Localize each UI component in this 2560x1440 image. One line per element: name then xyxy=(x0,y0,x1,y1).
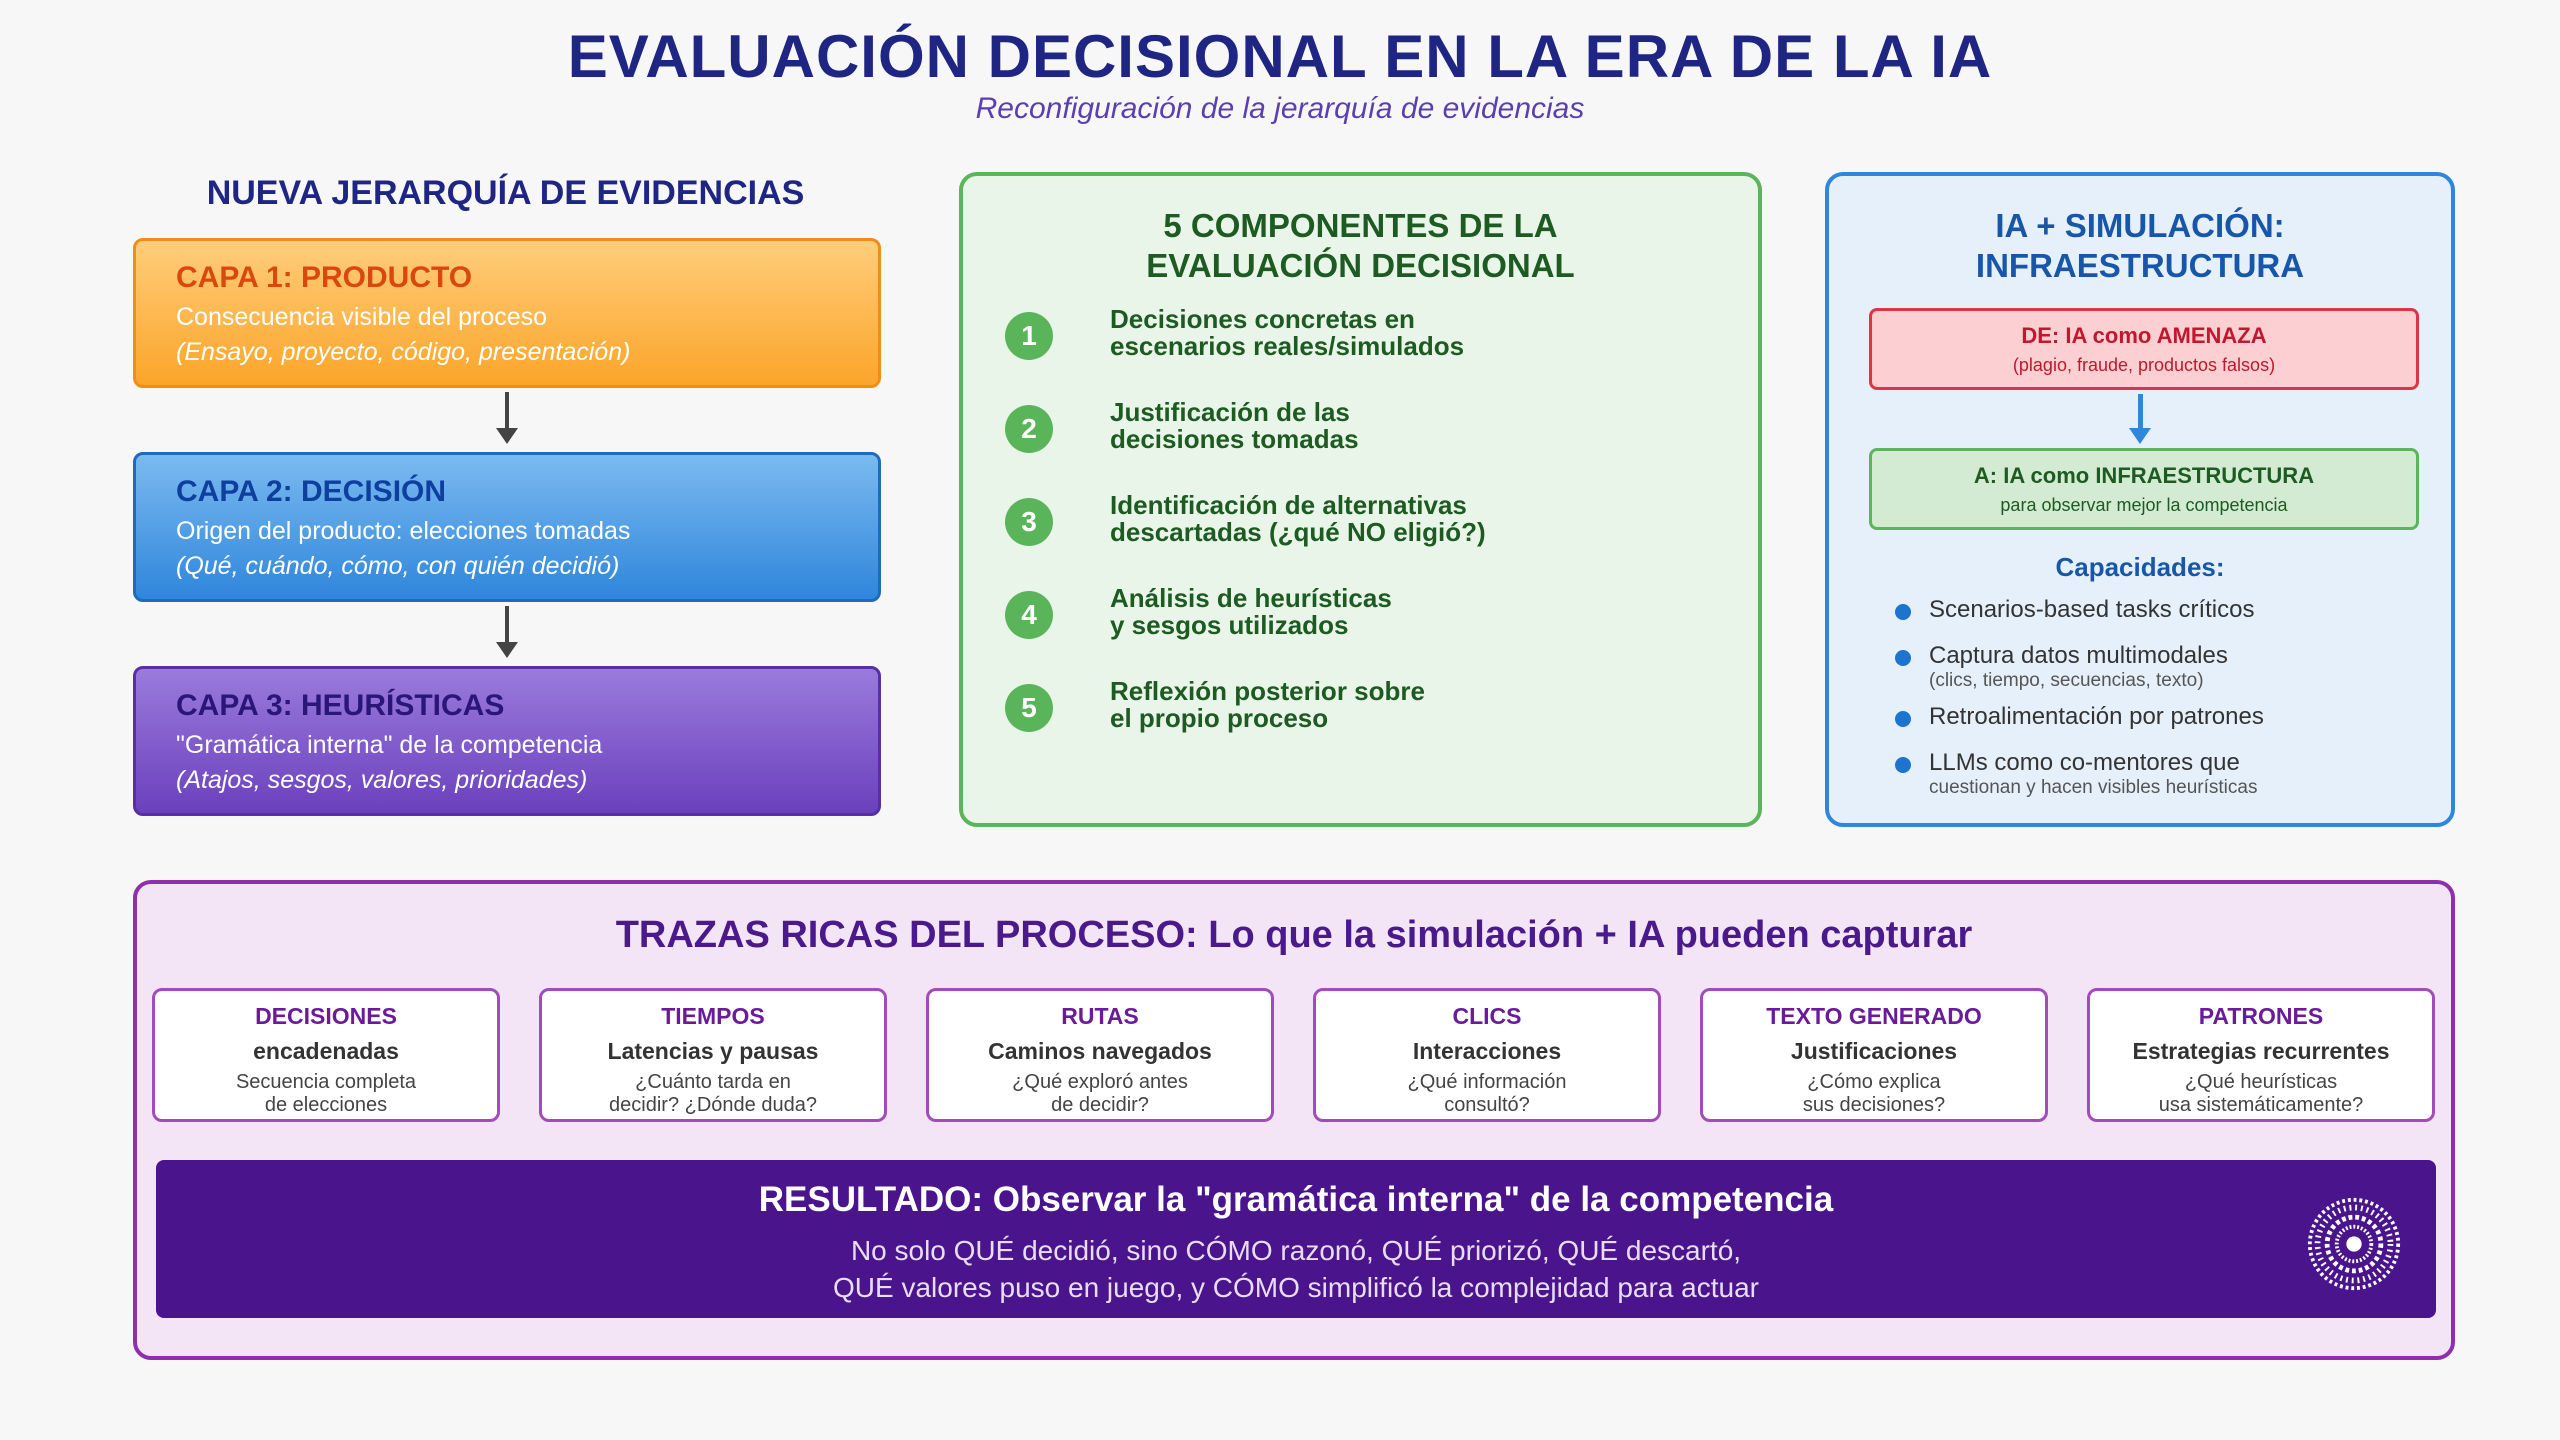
components-panel xyxy=(959,172,1762,827)
trace-card-decisiones xyxy=(152,988,500,1122)
component-line: decisiones tomadas xyxy=(1110,424,1359,454)
number-badge: 1 xyxy=(1005,312,1053,360)
trace-subtitle: Latencias y pausas xyxy=(607,1038,819,1064)
arrow-down-icon xyxy=(2138,394,2143,428)
trace-description-line: de elecciones xyxy=(264,1094,388,1116)
seal-logo-icon xyxy=(2306,1196,2402,1292)
number-badge: 4 xyxy=(1005,591,1053,639)
arrow-down-icon xyxy=(505,392,509,440)
components-title xyxy=(963,206,1758,286)
layer-heuristicas xyxy=(133,666,881,816)
component-line: descartadas (¿qué NO eligió?) xyxy=(1110,517,1486,547)
bullet-icon xyxy=(1895,604,1911,620)
layer-title: CAPA 2: DECISIÓN xyxy=(176,475,447,508)
trace-description xyxy=(155,1071,497,1117)
page-subtitle: Reconfiguración de la jerarquía de evidencias xyxy=(975,92,1585,125)
layer-examples: (Ensayo, proyecto, código, presentación) xyxy=(176,338,631,366)
threat-box xyxy=(1869,308,2419,390)
component-line: y sesgos utilizados xyxy=(1110,610,1349,640)
infrastructure-title-line: IA + SIMULACIÓN: xyxy=(1995,207,2285,244)
traces-title: TRAZAS RICAS DEL PROCESO: Lo que la simulación + IA pueden capturar xyxy=(615,914,1973,956)
components-title-line: 5 COMPONENTES DE LA xyxy=(1163,207,1558,244)
result-line: No solo QUÉ decidió, sino CÓMO razonó, QUÉ priorizó, QUÉ descartó, xyxy=(850,1235,1742,1266)
trace-subtitle: encadenadas xyxy=(253,1038,399,1064)
trace-description-line: Secuencia completa xyxy=(235,1071,417,1093)
trace-card-texto-generado xyxy=(1700,988,2048,1122)
layer-producto xyxy=(133,238,881,388)
arrow-down-icon xyxy=(505,606,509,654)
layer-examples: (Qué, cuándo, cómo, con quién decidió) xyxy=(176,552,620,580)
bullet-icon xyxy=(1895,757,1911,773)
bullet-icon xyxy=(1895,711,1911,727)
infrastructure-box xyxy=(1869,448,2419,530)
component-text xyxy=(1110,306,1670,360)
hierarchy-heading: NUEVA JERARQUÍA DE EVIDENCIAS xyxy=(206,174,805,212)
number-badge: 5 xyxy=(1005,684,1053,732)
result-banner xyxy=(156,1160,2436,1318)
layer-examples: (Atajos, sesgos, valores, prioridades) xyxy=(176,766,588,794)
trace-label: TEXTO GENERADO xyxy=(1766,1003,1982,1029)
trace-description-line: ¿Cuánto tarda en xyxy=(635,1071,791,1093)
component-text xyxy=(1110,678,1670,732)
trace-description-line: ¿Cómo explica xyxy=(1807,1071,1941,1093)
infrastructure-title xyxy=(1829,206,2451,286)
result-title: RESULTADO: Observar la "gramática interna" de la competencia xyxy=(758,1180,1834,1219)
trace-label: DECISIONES xyxy=(255,1003,397,1029)
capability-text: LLMs como co-mentores que xyxy=(1929,749,2240,776)
bullet-icon xyxy=(1895,650,1911,666)
component-line: Justificación de las xyxy=(1110,397,1350,427)
trace-subtitle: Interacciones xyxy=(1412,1038,1562,1064)
trace-card-rutas xyxy=(926,988,1274,1122)
result-line: QUÉ valores puso en juego, y CÓMO simplificó la complejidad para actuar xyxy=(833,1272,1759,1303)
trace-subtitle: Caminos navegados xyxy=(988,1038,1212,1064)
layer-title: CAPA 1: PRODUCTO xyxy=(176,261,473,294)
trace-description xyxy=(2090,1071,2432,1117)
trace-subtitle: Estrategias recurrentes xyxy=(2132,1038,2390,1064)
capability-text: Retroalimentación por patrones xyxy=(1929,703,2264,730)
component-line: Análisis de heurísticas xyxy=(1110,583,1392,613)
component-text xyxy=(1110,585,1670,639)
result-description xyxy=(156,1232,2436,1306)
threat-subtitle: (plagio, fraude, productos falsos) xyxy=(2012,355,2276,375)
infrastructure-title-line: INFRAESTRUCTURA xyxy=(1975,247,2305,284)
number-badge: 2 xyxy=(1005,405,1053,453)
trace-label: RUTAS xyxy=(1061,1003,1139,1029)
capability-text: Scenarios-based tasks críticos xyxy=(1929,596,2255,623)
component-line: Identificación de alternativas xyxy=(1110,490,1467,520)
trace-label: TIEMPOS xyxy=(661,1003,765,1029)
trace-card-clics xyxy=(1313,988,1661,1122)
number-badge: 3 xyxy=(1005,498,1053,546)
trace-label: CLICS xyxy=(1452,1003,1522,1029)
trace-card-patrones xyxy=(2087,988,2435,1122)
trace-description xyxy=(1703,1071,2045,1117)
layer-title: CAPA 3: HEURÍSTICAS xyxy=(176,689,505,722)
components-title-line: EVALUACIÓN DECISIONAL xyxy=(1146,247,1575,284)
trace-label: PATRONES xyxy=(2198,1003,2324,1029)
trace-description-line: de decidir? xyxy=(1051,1094,1149,1116)
trace-description-line: decidir? ¿Dónde duda? xyxy=(609,1094,817,1116)
component-line: el propio proceso xyxy=(1110,703,1329,733)
layer-description: Origen del producto: elecciones tomadas xyxy=(176,517,631,545)
threat-title: DE: IA como AMENAZA xyxy=(2021,323,2267,348)
trace-description xyxy=(929,1071,1271,1117)
trace-description-line: consultó? xyxy=(1444,1094,1530,1116)
infrastructure-box-subtitle: para observar mejor la competencia xyxy=(2000,495,2288,515)
trace-description-line: ¿Qué información xyxy=(1407,1071,1567,1093)
layer-description: Consecuencia visible del proceso xyxy=(176,303,548,331)
layer-decision xyxy=(133,452,881,602)
trace-description-line: sus decisiones? xyxy=(1802,1094,1946,1116)
page-title: EVALUACIÓN DECISIONAL EN LA ERA DE LA IA xyxy=(567,23,1993,90)
component-text xyxy=(1110,399,1670,453)
capabilities-heading: Capacidades: xyxy=(2055,552,2225,582)
capability-subtext: (clics, tiempo, secuencias, texto) xyxy=(1929,670,2204,691)
infrastructure-panel xyxy=(1825,172,2455,827)
trace-subtitle: Justificaciones xyxy=(1790,1038,1958,1064)
component-line: escenarios reales/simulados xyxy=(1110,331,1465,361)
infrastructure-box-title: A: IA como INFRAESTRUCTURA xyxy=(1973,463,2315,488)
traces-panel xyxy=(133,880,2455,1360)
trace-description xyxy=(1316,1071,1658,1117)
component-text xyxy=(1110,492,1670,546)
component-line: Reflexión posterior sobre xyxy=(1110,676,1425,706)
trace-description xyxy=(542,1071,884,1117)
capability-subtext: cuestionan y hacen visibles heurísticas xyxy=(1929,777,2258,798)
capability-text: Captura datos multimodales xyxy=(1929,642,2228,669)
layer-description: "Gramática interna" de la competencia xyxy=(176,731,603,759)
trace-description-line: ¿Qué heurísticas xyxy=(2184,1071,2338,1093)
trace-description-line: ¿Qué exploró antes xyxy=(1012,1071,1188,1093)
trace-description-line: usa sistemáticamente? xyxy=(2158,1094,2364,1116)
component-line: Decisiones concretas en xyxy=(1110,304,1415,334)
trace-card-tiempos xyxy=(539,988,887,1122)
